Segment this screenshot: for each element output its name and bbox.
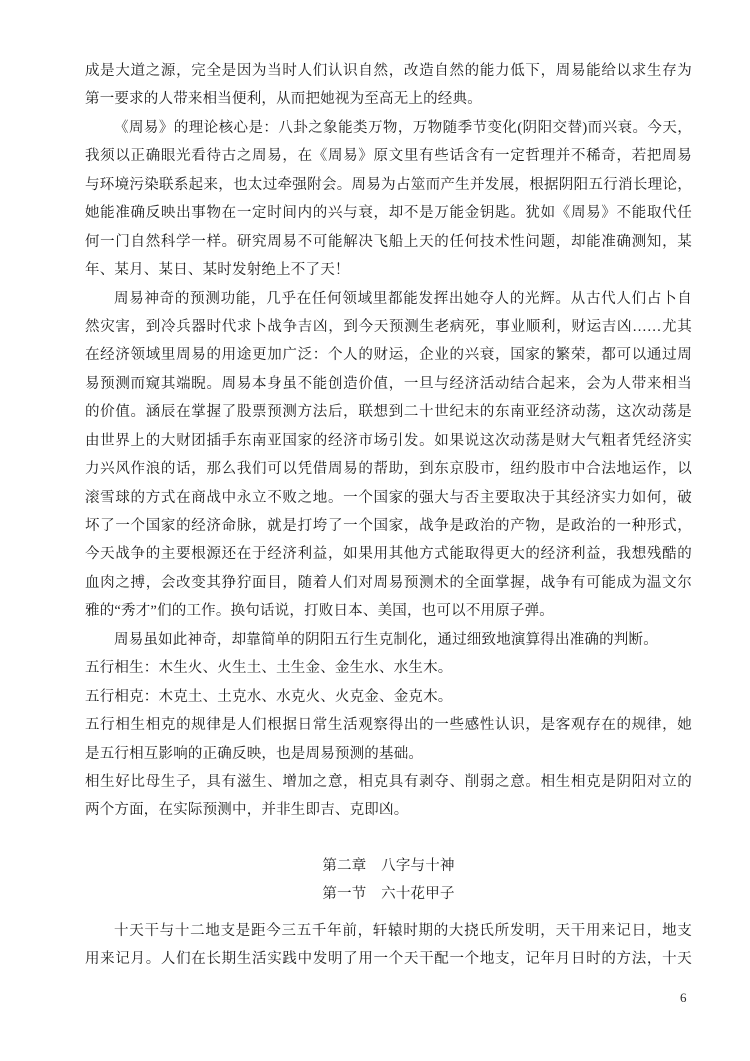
text-line: 易预测而窥其端睨。周易本身虽不能创造价值，一旦与经济活动结合起来，会为人带来相当	[85, 375, 692, 392]
text-line: 我须以正确眼光看待古之周易，在《周易》原文里有些话含有一定哲理并不稀奇，若把周易	[85, 148, 692, 165]
text-line: 今天战争的主要根源还在于经济利益，如果用其他方式能取得更大的经济利益，我想残酷的	[85, 546, 692, 563]
text-line: 滚雪球的方式在商战中永立不败之地。一个国家的强大与否主要取决于其经济实力如何，破	[85, 489, 692, 506]
text-line: 在经济领域里周易的用途更加广泛：个人的财运，企业的兴衰，国家的繁荣，都可以通过周	[85, 347, 692, 364]
text-line: 何一门自然科学一样。研究周易不可能解决飞船上天的任何技术性问题，却能准确测知，某	[85, 233, 692, 250]
text-line: 是五行相互影响的正确反映，也是周易预测的基础。	[85, 745, 424, 762]
text-line: 血肉之搏，会改变其狰狞面目，随着人们对周易预测术的全面掌握，战争有可能成为温文尔	[85, 574, 692, 591]
text-line: 用来记月。人们在长期生活实践中发明了用一个天干配一个地支，记年月日时的方法，十天	[85, 951, 692, 968]
page-number: 6	[680, 990, 687, 1005]
text-line: 年、某月、某日、某时发射绝上不了天！	[85, 262, 350, 279]
text-line: 力兴风作浪的话，那么我们可以凭借周易的帮助，到东京股市，纽约股市中合法地运作，以	[85, 461, 692, 478]
text-line: 成是大道之源，完全是因为当时人们认识自然，改造自然的能力低下，周易能给以求生存为	[85, 63, 692, 79]
text-line: 坏了一个国家的经济命脉，就是打垮了一个国家，战争是政治的产物，是政治的一种形式，	[85, 518, 692, 534]
text-line: 周易神奇的预测功能，几乎在任何领域里都能发挥出她夺人的光辉。从古代人们占卜自	[114, 290, 692, 307]
text-line: 与环境污染联系起来，也太过牵强附会。周易为占筮而产生并发展，根据阴阳五行消长理论，	[85, 176, 692, 193]
text-line: 由世界上的大财团插手东南亚国家的经济市场引发。如果说这次动荡是财大气粗者凭经济实	[85, 432, 692, 449]
section-heading: 第一节 六十花甲子	[322, 886, 455, 903]
text-line: 然灾害，到冷兵器时代求卜战争吉凶，到今天预测生老病死，事业顺利，财运吉凶……尤其	[85, 318, 692, 335]
text-line: 《周易》的理论核心是：八卦之象能类万物，万物随季节变化(阴阳交替)而兴衰。今天，	[114, 119, 692, 136]
text-line: 的价值。涵辰在掌握了股票预测方法后，联想到二十世纪末的东南亚经济动荡，这次动荡是	[85, 404, 692, 421]
text-line: 第一要求的人带来相当便利，从而把她视为至高无上的经典。	[85, 91, 482, 108]
text-line: 五行相生相克的规律是人们根据日常生活观察得出的一些感性认识，是客观存在的规律，她	[85, 717, 692, 734]
text-line: 相生好比母生子，具有滋生、增加之意，相克具有剥夺、削弱之意。相生相克是阴阳对立的	[85, 773, 692, 790]
chapter-heading: 第二章 八字与十神	[322, 857, 455, 874]
text-line: 五行相生：木生火、火生土、土生金、金生水、水生木。	[85, 660, 453, 677]
text-line: 她能准确反映出事物在一定时间内的兴与衰，却不是万能金钥匙。犹如《周易》不能取代任	[85, 205, 692, 222]
text-line: 五行相克：木克土、土克水、水克火、火克金、金克木。	[85, 688, 453, 705]
text-line: 周易虽如此神奇，却靠简单的阴阳五行生克制化，通过细致地演算得出准确的判断。	[114, 631, 658, 648]
text-line: 十天干与十二地支是距今三五千年前，轩辕时期的大挠氏所发明，天干用来记日，地支	[114, 922, 692, 939]
text-body	[85, 57, 692, 974]
text-line: 两个方面，在实际预测中，并非生即吉、克即凶。	[85, 802, 409, 819]
text-line: 雅的“秀才”们的工作。换句话说，打败日本、美国，也可以不用原子弹。	[85, 603, 554, 620]
